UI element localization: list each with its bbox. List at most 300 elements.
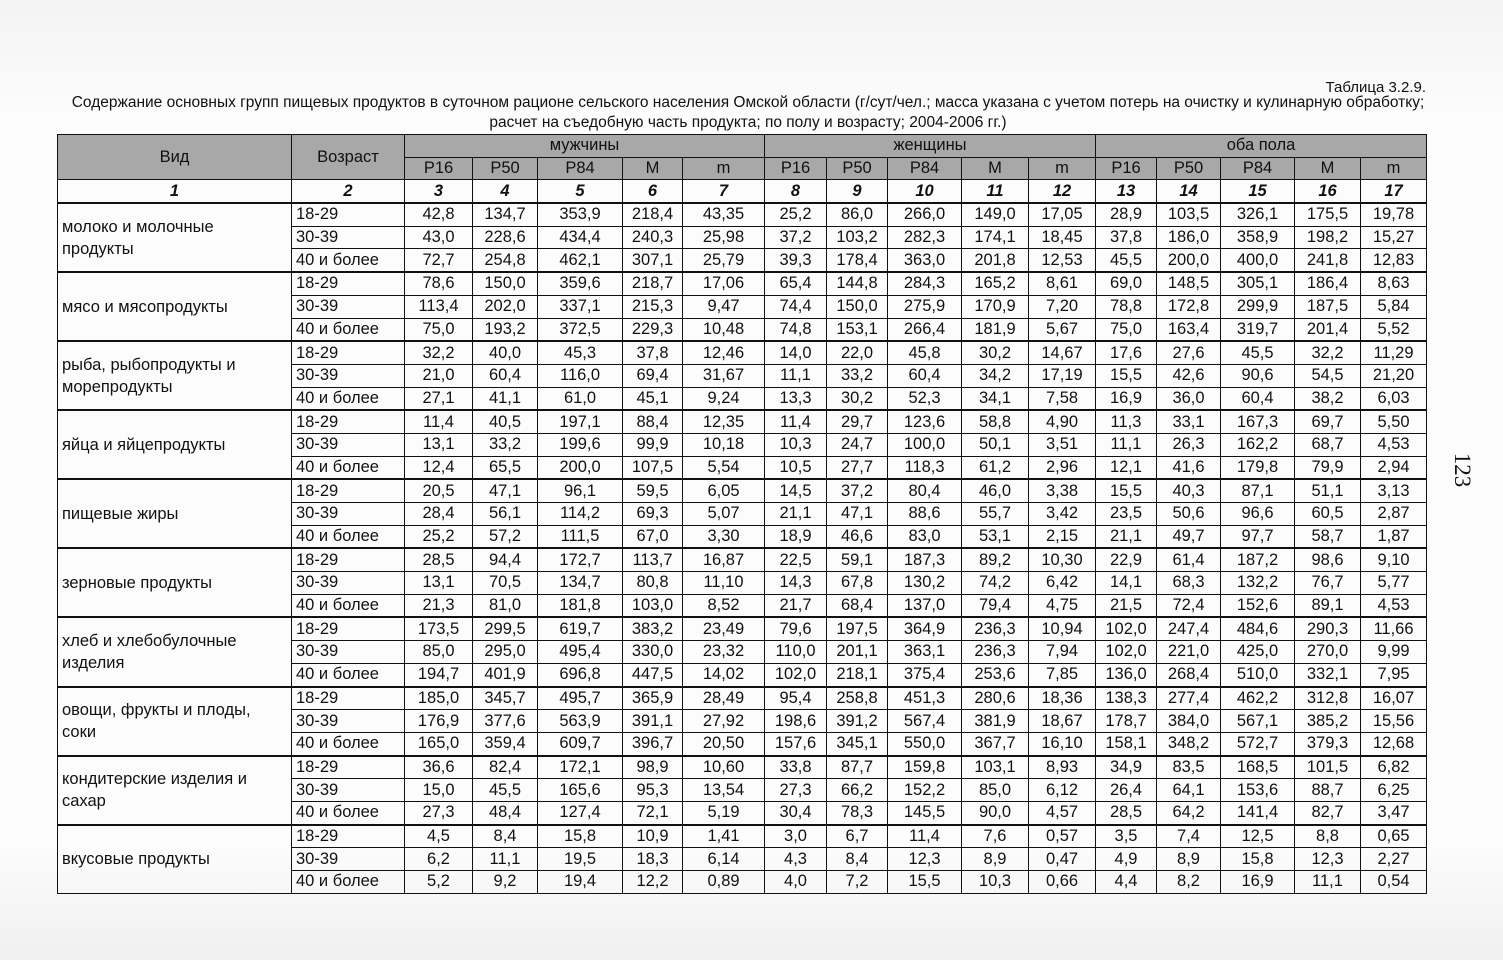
header-stat: P16 <box>765 157 827 180</box>
table-row <box>58 687 1427 710</box>
value-cell: 6,7 <box>827 825 888 848</box>
value-cell: 3,5 <box>1096 825 1157 848</box>
value-cell: 4,4 <box>1096 871 1157 894</box>
value-cell: 75,0 <box>1096 318 1157 341</box>
age-cell: 18-29 <box>292 548 405 571</box>
value-cell: 36,6 <box>405 756 473 779</box>
value-cell: 72,4 <box>1157 594 1221 617</box>
value-cell: 280,6 <box>962 687 1029 710</box>
value-cell: 150,0 <box>473 272 538 295</box>
value-cell: 88,7 <box>1295 779 1361 802</box>
value-cell: 21,3 <box>405 594 473 617</box>
value-cell: 7,95 <box>1361 663 1427 686</box>
value-cell: 9,10 <box>1361 548 1427 571</box>
value-cell: 159,8 <box>888 756 962 779</box>
value-cell: 372,5 <box>538 318 623 341</box>
column-number: 5 <box>538 180 623 203</box>
value-cell: 176,9 <box>405 710 473 733</box>
value-cell: 215,3 <box>623 295 683 318</box>
value-cell: 221,0 <box>1157 641 1221 664</box>
value-cell: 103,2 <box>827 226 888 249</box>
value-cell: 307,1 <box>623 249 683 272</box>
column-number: 6 <box>623 180 683 203</box>
age-cell: 40 и более <box>292 663 405 686</box>
value-cell: 200,0 <box>538 456 623 479</box>
value-cell: 28,9 <box>1096 203 1157 226</box>
value-cell: 130,2 <box>888 572 962 595</box>
value-cell: 145,5 <box>888 801 962 824</box>
value-cell: 258,8 <box>827 687 888 710</box>
header-stat: m <box>1029 157 1096 180</box>
age-cell: 40 и более <box>292 387 405 410</box>
value-cell: 4,5 <box>405 825 473 848</box>
value-cell: 41,1 <box>473 387 538 410</box>
value-cell: 47,1 <box>473 479 538 502</box>
value-cell: 11,1 <box>1295 871 1361 894</box>
value-cell: 290,3 <box>1295 617 1361 640</box>
value-cell: 40,0 <box>473 341 538 364</box>
age-cell: 18-29 <box>292 272 405 295</box>
value-cell: 385,2 <box>1295 710 1361 733</box>
value-cell: 379,3 <box>1295 732 1361 755</box>
value-cell: 48,4 <box>473 801 538 824</box>
value-cell: 6,25 <box>1361 779 1427 802</box>
value-cell: 78,6 <box>405 272 473 295</box>
header-stat: P16 <box>1096 157 1157 180</box>
value-cell: 167,3 <box>1221 410 1295 433</box>
value-cell: 201,8 <box>962 249 1029 272</box>
value-cell: 149,0 <box>962 203 1029 226</box>
value-cell: 69,4 <box>623 364 683 387</box>
value-cell: 2,94 <box>1361 456 1427 479</box>
value-cell: 88,6 <box>888 503 962 526</box>
value-cell: 8,9 <box>962 848 1029 871</box>
value-cell: 54,5 <box>1295 364 1361 387</box>
value-cell: 80,4 <box>888 479 962 502</box>
value-cell: 69,0 <box>1096 272 1157 295</box>
value-cell: 11,3 <box>1096 410 1157 433</box>
header-men: мужчины <box>405 135 765 158</box>
header-stat: P50 <box>473 157 538 180</box>
value-cell: 484,6 <box>1221 617 1295 640</box>
value-cell: 68,7 <box>1295 433 1361 456</box>
value-cell: 14,5 <box>765 479 827 502</box>
value-cell: 11,29 <box>1361 341 1427 364</box>
value-cell: 266,0 <box>888 203 962 226</box>
value-cell: 12,5 <box>1221 825 1295 848</box>
value-cell: 12,3 <box>888 848 962 871</box>
age-cell: 40 и более <box>292 525 405 548</box>
value-cell: 74,2 <box>962 572 1029 595</box>
value-cell: 15,5 <box>1096 364 1157 387</box>
value-cell: 45,5 <box>1096 249 1157 272</box>
value-cell: 15,8 <box>538 825 623 848</box>
value-cell: 65,4 <box>765 272 827 295</box>
value-cell: 0,54 <box>1361 871 1427 894</box>
value-cell: 41,6 <box>1157 456 1221 479</box>
column-number: 8 <box>765 180 827 203</box>
value-cell: 28,49 <box>683 687 765 710</box>
value-cell: 79,9 <box>1295 456 1361 479</box>
column-number: 12 <box>1029 180 1096 203</box>
value-cell: 270,0 <box>1295 641 1361 664</box>
value-cell: 68,3 <box>1157 572 1221 595</box>
value-cell: 200,0 <box>1157 249 1221 272</box>
value-cell: 113,7 <box>623 548 683 571</box>
value-cell: 87,1 <box>1221 479 1295 502</box>
value-cell: 495,4 <box>538 641 623 664</box>
value-cell: 567,1 <box>1221 710 1295 733</box>
value-cell: 85,0 <box>962 779 1029 802</box>
age-cell: 40 и более <box>292 456 405 479</box>
value-cell: 1,87 <box>1361 525 1427 548</box>
nutrition-table <box>57 134 1427 894</box>
value-cell: 194,7 <box>405 663 473 686</box>
header-stat: M <box>962 157 1029 180</box>
value-cell: 75,0 <box>405 318 473 341</box>
value-cell: 7,4 <box>1157 825 1221 848</box>
value-cell: 5,50 <box>1361 410 1427 433</box>
value-cell: 14,0 <box>765 341 827 364</box>
value-cell: 8,9 <box>1157 848 1221 871</box>
value-cell: 28,5 <box>1096 801 1157 824</box>
value-cell: 33,1 <box>1157 410 1221 433</box>
value-cell: 462,2 <box>1221 687 1295 710</box>
value-cell: 11,1 <box>765 364 827 387</box>
value-cell: 11,10 <box>683 572 765 595</box>
value-cell: 165,2 <box>962 272 1029 295</box>
age-cell: 40 и более <box>292 249 405 272</box>
value-cell: 6,2 <box>405 848 473 871</box>
value-cell: 201,4 <box>1295 318 1361 341</box>
header-stat: P16 <box>405 157 473 180</box>
value-cell: 337,1 <box>538 295 623 318</box>
value-cell: 43,35 <box>683 203 765 226</box>
column-number: 15 <box>1221 180 1295 203</box>
column-number: 16 <box>1295 180 1361 203</box>
value-cell: 229,3 <box>623 318 683 341</box>
table-number: Таблица 3.2.9. <box>1325 79 1426 96</box>
age-cell: 18-29 <box>292 687 405 710</box>
age-cell: 18-29 <box>292 479 405 502</box>
value-cell: 34,1 <box>962 387 1029 410</box>
value-cell: 103,1 <box>962 756 1029 779</box>
value-cell: 193,2 <box>473 318 538 341</box>
value-cell: 61,4 <box>1157 548 1221 571</box>
value-cell: 198,6 <box>765 710 827 733</box>
value-cell: 12,83 <box>1361 249 1427 272</box>
value-cell: 1,41 <box>683 825 765 848</box>
value-cell: 47,1 <box>827 503 888 526</box>
value-cell: 3,30 <box>683 525 765 548</box>
age-cell: 40 и более <box>292 871 405 894</box>
value-cell: 187,5 <box>1295 295 1361 318</box>
value-cell: 26,3 <box>1157 433 1221 456</box>
product-group-name: кондитерские изделия и сахар <box>58 756 292 825</box>
value-cell: 240,3 <box>623 226 683 249</box>
age-cell: 30-39 <box>292 503 405 526</box>
value-cell: 34,9 <box>1096 756 1157 779</box>
value-cell: 57,2 <box>473 525 538 548</box>
value-cell: 21,1 <box>765 503 827 526</box>
value-cell: 10,3 <box>962 871 1029 894</box>
value-cell: 52,3 <box>888 387 962 410</box>
header-both: оба пола <box>1096 135 1427 158</box>
value-cell: 299,9 <box>1221 295 1295 318</box>
value-cell: 25,2 <box>765 203 827 226</box>
value-cell: 42,6 <box>1157 364 1221 387</box>
value-cell: 165,0 <box>405 732 473 755</box>
age-cell: 18-29 <box>292 617 405 640</box>
value-cell: 72,1 <box>623 801 683 824</box>
value-cell: 3,13 <box>1361 479 1427 502</box>
value-cell: 12,4 <box>405 456 473 479</box>
value-cell: 50,1 <box>962 433 1029 456</box>
table-row <box>58 479 1427 502</box>
value-cell: 367,7 <box>962 732 1029 755</box>
column-number: 14 <box>1157 180 1221 203</box>
value-cell: 12,53 <box>1029 249 1096 272</box>
value-cell: 401,9 <box>473 663 538 686</box>
age-cell: 30-39 <box>292 433 405 456</box>
value-cell: 89,2 <box>962 548 1029 571</box>
value-cell: 27,3 <box>405 801 473 824</box>
value-cell: 2,27 <box>1361 848 1427 871</box>
value-cell: 377,6 <box>473 710 538 733</box>
value-cell: 345,7 <box>473 687 538 710</box>
value-cell: 5,54 <box>683 456 765 479</box>
value-cell: 5,67 <box>1029 318 1096 341</box>
value-cell: 5,84 <box>1361 295 1427 318</box>
header-stat: M <box>623 157 683 180</box>
value-cell: 4,9 <box>1096 848 1157 871</box>
value-cell: 434,4 <box>538 226 623 249</box>
value-cell: 60,5 <box>1295 503 1361 526</box>
value-cell: 85,0 <box>405 641 473 664</box>
value-cell: 363,1 <box>888 641 962 664</box>
column-number: 13 <box>1096 180 1157 203</box>
value-cell: 3,42 <box>1029 503 1096 526</box>
value-cell: 391,2 <box>827 710 888 733</box>
value-cell: 6,05 <box>683 479 765 502</box>
value-cell: 168,5 <box>1221 756 1295 779</box>
value-cell: 391,1 <box>623 710 683 733</box>
value-cell: 152,2 <box>888 779 962 802</box>
value-cell: 153,6 <box>1221 779 1295 802</box>
value-cell: 60,4 <box>473 364 538 387</box>
value-cell: 15,27 <box>1361 226 1427 249</box>
value-cell: 12,46 <box>683 341 765 364</box>
header-stat: P84 <box>1221 157 1295 180</box>
value-cell: 49,7 <box>1157 525 1221 548</box>
product-group-name: яйца и яйцепродукты <box>58 410 292 479</box>
value-cell: 21,0 <box>405 364 473 387</box>
value-cell: 0,66 <box>1029 871 1096 894</box>
value-cell: 6,82 <box>1361 756 1427 779</box>
value-cell: 228,6 <box>473 226 538 249</box>
value-cell: 163,4 <box>1157 318 1221 341</box>
value-cell: 110,0 <box>765 641 827 664</box>
table-row <box>58 548 1427 571</box>
value-cell: 3,51 <box>1029 433 1096 456</box>
value-cell: 185,0 <box>405 687 473 710</box>
value-cell: 353,9 <box>538 203 623 226</box>
value-cell: 157,6 <box>765 732 827 755</box>
value-cell: 172,8 <box>1157 295 1221 318</box>
value-cell: 11,4 <box>888 825 962 848</box>
value-cell: 10,48 <box>683 318 765 341</box>
table-row <box>58 825 1427 848</box>
value-cell: 33,2 <box>827 364 888 387</box>
value-cell: 358,9 <box>1221 226 1295 249</box>
value-cell: 22,0 <box>827 341 888 364</box>
age-cell: 30-39 <box>292 226 405 249</box>
value-cell: 103,5 <box>1157 203 1221 226</box>
value-cell: 14,1 <box>1096 572 1157 595</box>
value-cell: 18,9 <box>765 525 827 548</box>
value-cell: 11,66 <box>1361 617 1427 640</box>
value-cell: 14,02 <box>683 663 765 686</box>
value-cell: 134,7 <box>538 572 623 595</box>
value-cell: 90,0 <box>962 801 1029 824</box>
value-cell: 19,5 <box>538 848 623 871</box>
value-cell: 16,10 <box>1029 732 1096 755</box>
value-cell: 305,1 <box>1221 272 1295 295</box>
value-cell: 384,0 <box>1157 710 1221 733</box>
value-cell: 241,8 <box>1295 249 1361 272</box>
value-cell: 15,0 <box>405 779 473 802</box>
value-cell: 0,47 <box>1029 848 1096 871</box>
value-cell: 102,0 <box>1096 641 1157 664</box>
value-cell: 42,8 <box>405 203 473 226</box>
header-kind: Вид <box>58 135 292 180</box>
value-cell: 83,0 <box>888 525 962 548</box>
value-cell: 27,6 <box>1157 341 1221 364</box>
value-cell: 236,3 <box>962 617 1029 640</box>
value-cell: 20,5 <box>405 479 473 502</box>
value-cell: 152,6 <box>1221 594 1295 617</box>
value-cell: 16,9 <box>1221 871 1295 894</box>
value-cell: 27,92 <box>683 710 765 733</box>
column-number: 2 <box>292 180 405 203</box>
value-cell: 12,3 <box>1295 848 1361 871</box>
value-cell: 28,4 <box>405 503 473 526</box>
value-cell: 619,7 <box>538 617 623 640</box>
value-cell: 363,0 <box>888 249 962 272</box>
value-cell: 100,0 <box>888 433 962 456</box>
age-cell: 18-29 <box>292 203 405 226</box>
value-cell: 3,0 <box>765 825 827 848</box>
value-cell: 10,9 <box>623 825 683 848</box>
value-cell: 18,45 <box>1029 226 1096 249</box>
value-cell: 7,20 <box>1029 295 1096 318</box>
value-cell: 67,0 <box>623 525 683 548</box>
value-cell: 10,30 <box>1029 548 1096 571</box>
value-cell: 10,5 <box>765 456 827 479</box>
value-cell: 16,9 <box>1096 387 1157 410</box>
value-cell: 4,57 <box>1029 801 1096 824</box>
value-cell: 95,3 <box>623 779 683 802</box>
value-cell: 186,0 <box>1157 226 1221 249</box>
product-group-name: хлеб и хлебобулочные изделия <box>58 617 292 686</box>
header-row-groups <box>58 135 1427 158</box>
header-stat: P84 <box>888 157 962 180</box>
value-cell: 38,2 <box>1295 387 1361 410</box>
value-cell: 18,36 <box>1029 687 1096 710</box>
value-cell: 153,1 <box>827 318 888 341</box>
value-cell: 15,5 <box>1096 479 1157 502</box>
value-cell: 23,5 <box>1096 503 1157 526</box>
value-cell: 6,42 <box>1029 572 1096 595</box>
value-cell: 89,1 <box>1295 594 1361 617</box>
value-cell: 365,9 <box>623 687 683 710</box>
table-caption: Содержание основных групп пищевых продуктов в суточном рационе сельского населения Омской области (г/сут/чел.; масса указана с учетом потерь на очистку и кулинарную обработку; расчет на съедобную часть продукта; по полу и возрасту; 2004-2006 гг.) <box>71 94 1425 131</box>
value-cell: 21,1 <box>1096 525 1157 548</box>
value-cell: 8,4 <box>827 848 888 871</box>
value-cell: 312,8 <box>1295 687 1361 710</box>
value-cell: 375,4 <box>888 663 962 686</box>
value-cell: 55,7 <box>962 503 1029 526</box>
value-cell: 7,58 <box>1029 387 1096 410</box>
value-cell: 359,6 <box>538 272 623 295</box>
value-cell: 4,75 <box>1029 594 1096 617</box>
value-cell: 15,8 <box>1221 848 1295 871</box>
value-cell: 74,8 <box>765 318 827 341</box>
column-number: 17 <box>1361 180 1427 203</box>
header-age: Возраст <box>292 135 405 180</box>
value-cell: 80,8 <box>623 572 683 595</box>
value-cell: 8,63 <box>1361 272 1427 295</box>
value-cell: 609,7 <box>538 732 623 755</box>
value-cell: 123,6 <box>888 410 962 433</box>
column-number: 4 <box>473 180 538 203</box>
value-cell: 30,2 <box>962 341 1029 364</box>
value-cell: 282,3 <box>888 226 962 249</box>
value-cell: 60,4 <box>1221 387 1295 410</box>
value-cell: 58,8 <box>962 410 1029 433</box>
product-group-name: рыба, рыбопродукты и морепродукты <box>58 341 292 410</box>
age-cell: 18-29 <box>292 341 405 364</box>
value-cell: 90,6 <box>1221 364 1295 387</box>
age-cell: 18-29 <box>292 756 405 779</box>
value-cell: 8,8 <box>1295 825 1361 848</box>
value-cell: 102,0 <box>1096 617 1157 640</box>
value-cell: 45,5 <box>1221 341 1295 364</box>
value-cell: 51,1 <box>1295 479 1361 502</box>
value-cell: 202,0 <box>473 295 538 318</box>
value-cell: 72,7 <box>405 249 473 272</box>
value-cell: 181,8 <box>538 594 623 617</box>
value-cell: 79,6 <box>765 617 827 640</box>
value-cell: 462,1 <box>538 249 623 272</box>
header-stat: P50 <box>827 157 888 180</box>
value-cell: 67,8 <box>827 572 888 595</box>
value-cell: 550,0 <box>888 732 962 755</box>
value-cell: 383,2 <box>623 617 683 640</box>
value-cell: 10,18 <box>683 433 765 456</box>
value-cell: 13,54 <box>683 779 765 802</box>
value-cell: 33,8 <box>765 756 827 779</box>
value-cell: 451,3 <box>888 687 962 710</box>
column-number: 11 <box>962 180 1029 203</box>
value-cell: 247,4 <box>1157 617 1221 640</box>
value-cell: 25,79 <box>683 249 765 272</box>
value-cell: 79,4 <box>962 594 1029 617</box>
value-cell: 2,15 <box>1029 525 1096 548</box>
value-cell: 14,3 <box>765 572 827 595</box>
value-cell: 174,1 <box>962 226 1029 249</box>
value-cell: 5,77 <box>1361 572 1427 595</box>
